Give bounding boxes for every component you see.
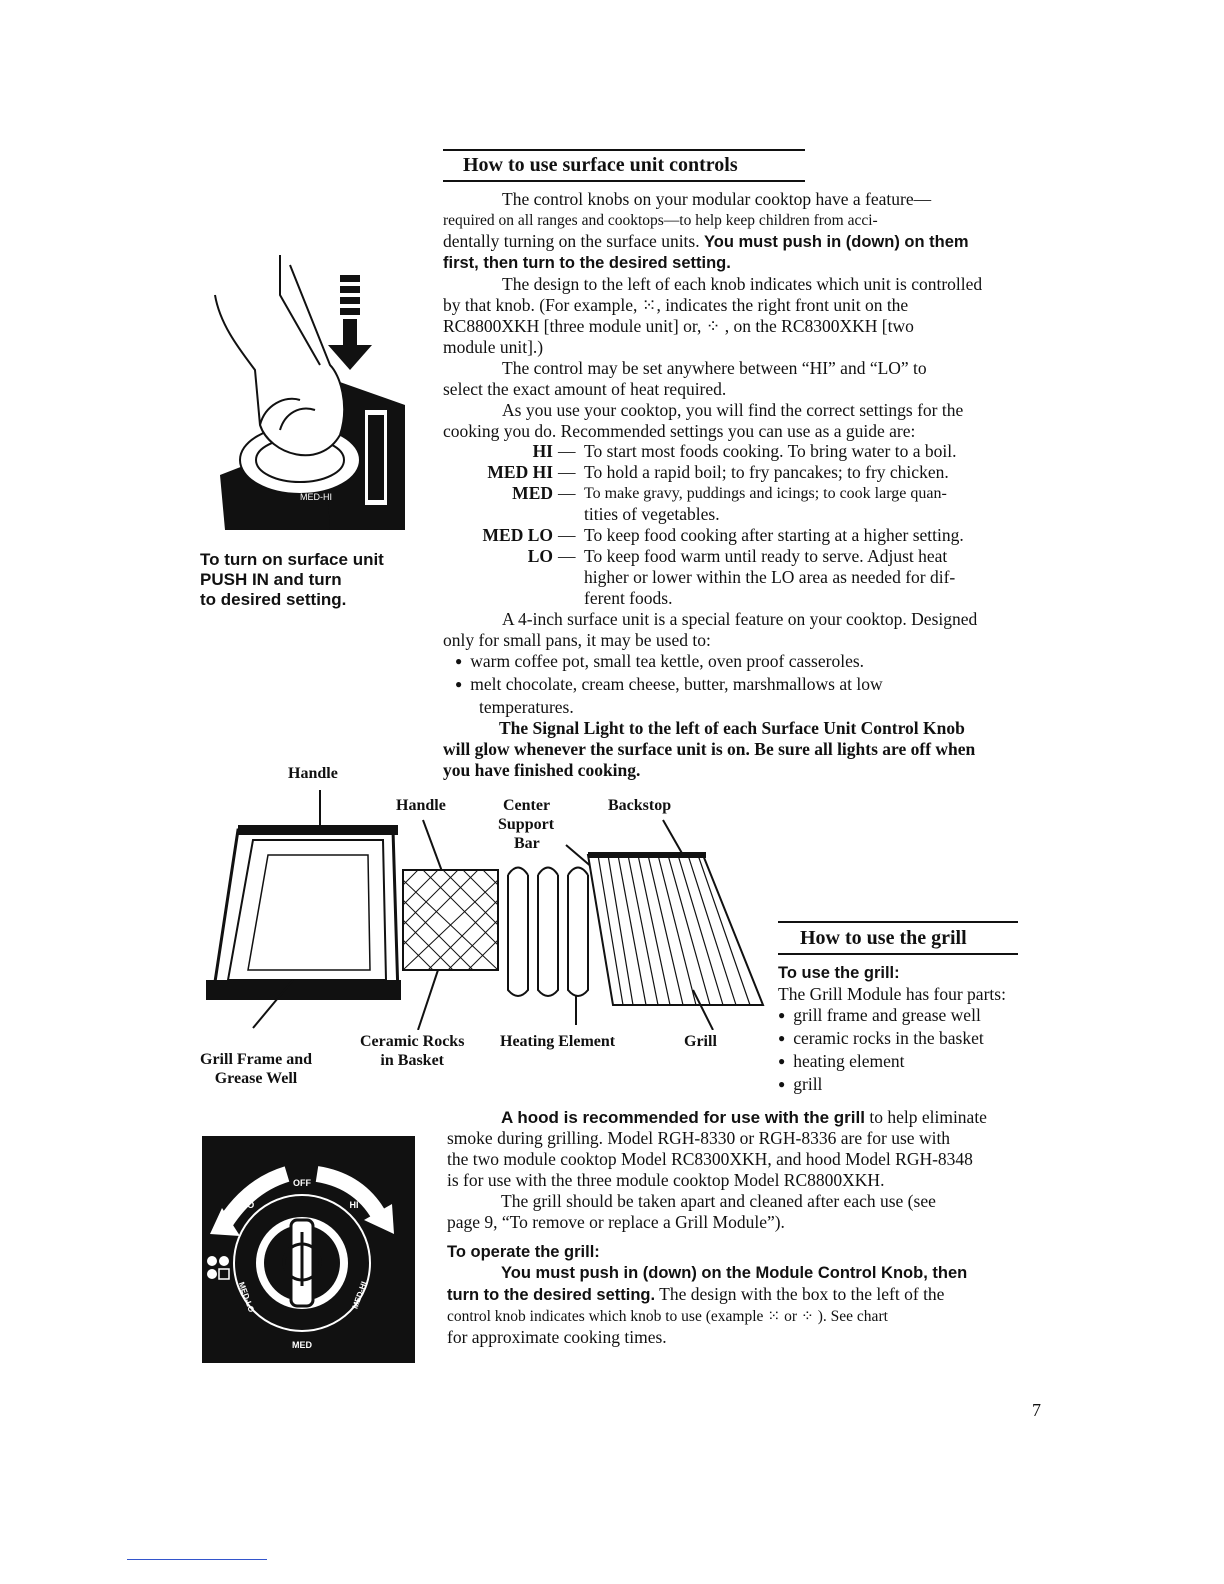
surface-para2-line1: The design to the left of each knob indicates which unit is controlled [502,274,983,294]
surface-para5-line2: only for small pans, it may be used to: [443,630,711,650]
page-number: 7 [1032,1400,1041,1420]
setting-term: MED [512,483,553,503]
footnote-rule [127,1559,267,1560]
grill-heading-rule-top [778,921,1018,923]
surface-para1-bold: first, then turn to the desired setting. [443,254,731,272]
setting-term: LO [527,546,553,566]
knob-off-label: OFF [293,1178,311,1188]
svg-text:MED-HI: MED-HI [300,492,332,502]
surface-body [443,189,1035,442]
label-backstop: Backstop [608,797,672,814]
grill-part: ● heating element [778,1051,1038,1074]
grill-subheading: To use the grill: [778,964,900,982]
label-ceramic-rocks: Ceramic Rocks in Basket [360,1033,465,1069]
hood-line4: is for use with the three module cooktop Model RC8800XKH. [447,1170,885,1190]
bullet-item: ● warm coffee pot, small tea kettle, oven proof casseroles. [443,651,1035,674]
signal-line3: you have finished cooking. [443,760,641,780]
caption-line: To turn on surface unit [200,550,384,569]
operate-heading: To operate the grill: [447,1243,600,1261]
grill-heading: How to use the grill [800,927,967,949]
surface-para2-line2: by that knob. (For example, ⁙, indicates the right front unit on the [443,295,909,315]
surface-para2-line3: RC8800XKH [three module unit] or, ⁘ , on the RC8300XKH [two [443,316,914,336]
hood-line3: the two module cooktop Model RC8300XKH, and hood Model RGH-8348 [447,1149,973,1169]
setting-term: MED LO [482,525,553,545]
setting-term: MED HI [487,462,553,482]
surface-para4-line2: cooking you do. Recommended settings you can use as a guide are: [443,421,916,441]
bullet-item: ● melt chocolate, cream cheese, butter, marshmallows at low [443,674,1035,697]
knob-med-label: MED [292,1340,312,1350]
operate-line4: for approximate cooking times. [447,1327,667,1347]
clean-line1: The grill should be taken apart and cleaned after each use (see [501,1191,936,1211]
setting-term: HI [532,441,553,461]
heading-rule-bottom [443,180,805,182]
grill-part: ● grill [778,1074,1038,1097]
control-knob-illustration [202,1136,415,1363]
operate-line3: control knob indicates which knob to use (example ⁙ or ⁘ ). See chart [447,1308,888,1325]
grill-part: ● grill frame and grease well [778,1005,1038,1028]
setting-desc-cont: tities of vegetables. [584,504,720,524]
surface-para2-line4: module unit].) [443,337,544,357]
grill-body [447,1107,1037,1348]
setting-desc-cont: higher or lower within the LO area as needed for dif- [584,567,956,587]
surface-para1-line3: dentally turning on the surface units. You must push in (down) on them [443,231,969,251]
setting-desc: To hold a rapid boil; to fry pancakes; to fry chicken. [584,462,949,482]
surface-para3-line1: The control may be set anywhere between “HI” and “LO” to [502,358,927,378]
grill-heading-rule-bottom [778,953,1018,955]
surface-para1-line1: The control knobs on your modular cooktop have a feature— [502,189,932,209]
heading-rule-top [443,149,805,151]
label-handle-left: Handle [288,765,338,782]
bullet-item-cont: temperatures. [479,697,574,717]
signal-line1: The Signal Light to the left of each Surface Unit Control Knob [499,718,965,738]
setting-desc: To keep food cooking after starting at a higher setting. [584,525,964,545]
hood-line2: smoke during grilling. Model RGH-8330 or RGH-8336 are for use with [447,1128,951,1148]
signal-line2: will glow whenever the surface unit is on. Be sure all lights are off when [443,739,976,759]
surface-heading: How to use surface unit controls [463,154,738,176]
hood-line1: A hood is recommended for use with the grill to help eliminate [501,1107,987,1127]
knob-lo-label: LO [241,1200,255,1210]
knob-med-lo-label: MED-LO [236,1280,256,1314]
grill-intro: The Grill Module has four parts: [778,984,1006,1004]
push-knob-illustration [200,255,420,535]
grill-part: ● ceramic rocks in the basket [778,1028,1038,1051]
caption-line: PUSH IN and turn [200,570,342,589]
push-caption [200,550,384,610]
clean-line2: page 9, “To remove or replace a Grill Module”). [447,1212,785,1232]
surface-para4-line1: As you use your cooktop, you will find the correct settings for the [502,400,964,420]
label-grill-frame: Grill Frame and Grease Well [200,1051,312,1087]
label-handle-center: Handle [396,797,446,814]
setting-desc: To make gravy, puddings and icings; to cook large quan- [584,485,947,502]
caption-line: to desired setting. [200,590,347,609]
operate-line2: turn to the desired setting. The design with the box to the left of the [447,1284,945,1304]
surface-para1-line2: required on all ranges and cooktops—to help keep children from acci- [443,212,878,229]
surface-para5-line1: A 4-inch surface unit is a special feature on your cooktop. Designed [502,609,978,629]
operate-bold1: You must push in (down) on the Module Control Knob, then [501,1264,968,1282]
setting-desc: To start most foods cooking. To bring water to a boil. [584,441,957,461]
surface-body-2 [443,609,1035,781]
knob-hi-label: HI [349,1200,359,1210]
grill-parts-block [778,963,1038,1097]
label-center-support: Center Support Bar [498,797,555,852]
label-grill: Grill [684,1033,717,1050]
surface-para3-line2: select the exact amount of heat required. [443,379,727,399]
setting-desc: To keep food warm until ready to serve. Adjust heat [584,546,948,566]
knob-med-hi-label: MED-HI [350,1280,369,1311]
grill-parts-illustration [198,780,768,1030]
label-heating-element: Heating Element [500,1033,616,1050]
setting-desc-cont: ferent foods. [584,588,673,608]
